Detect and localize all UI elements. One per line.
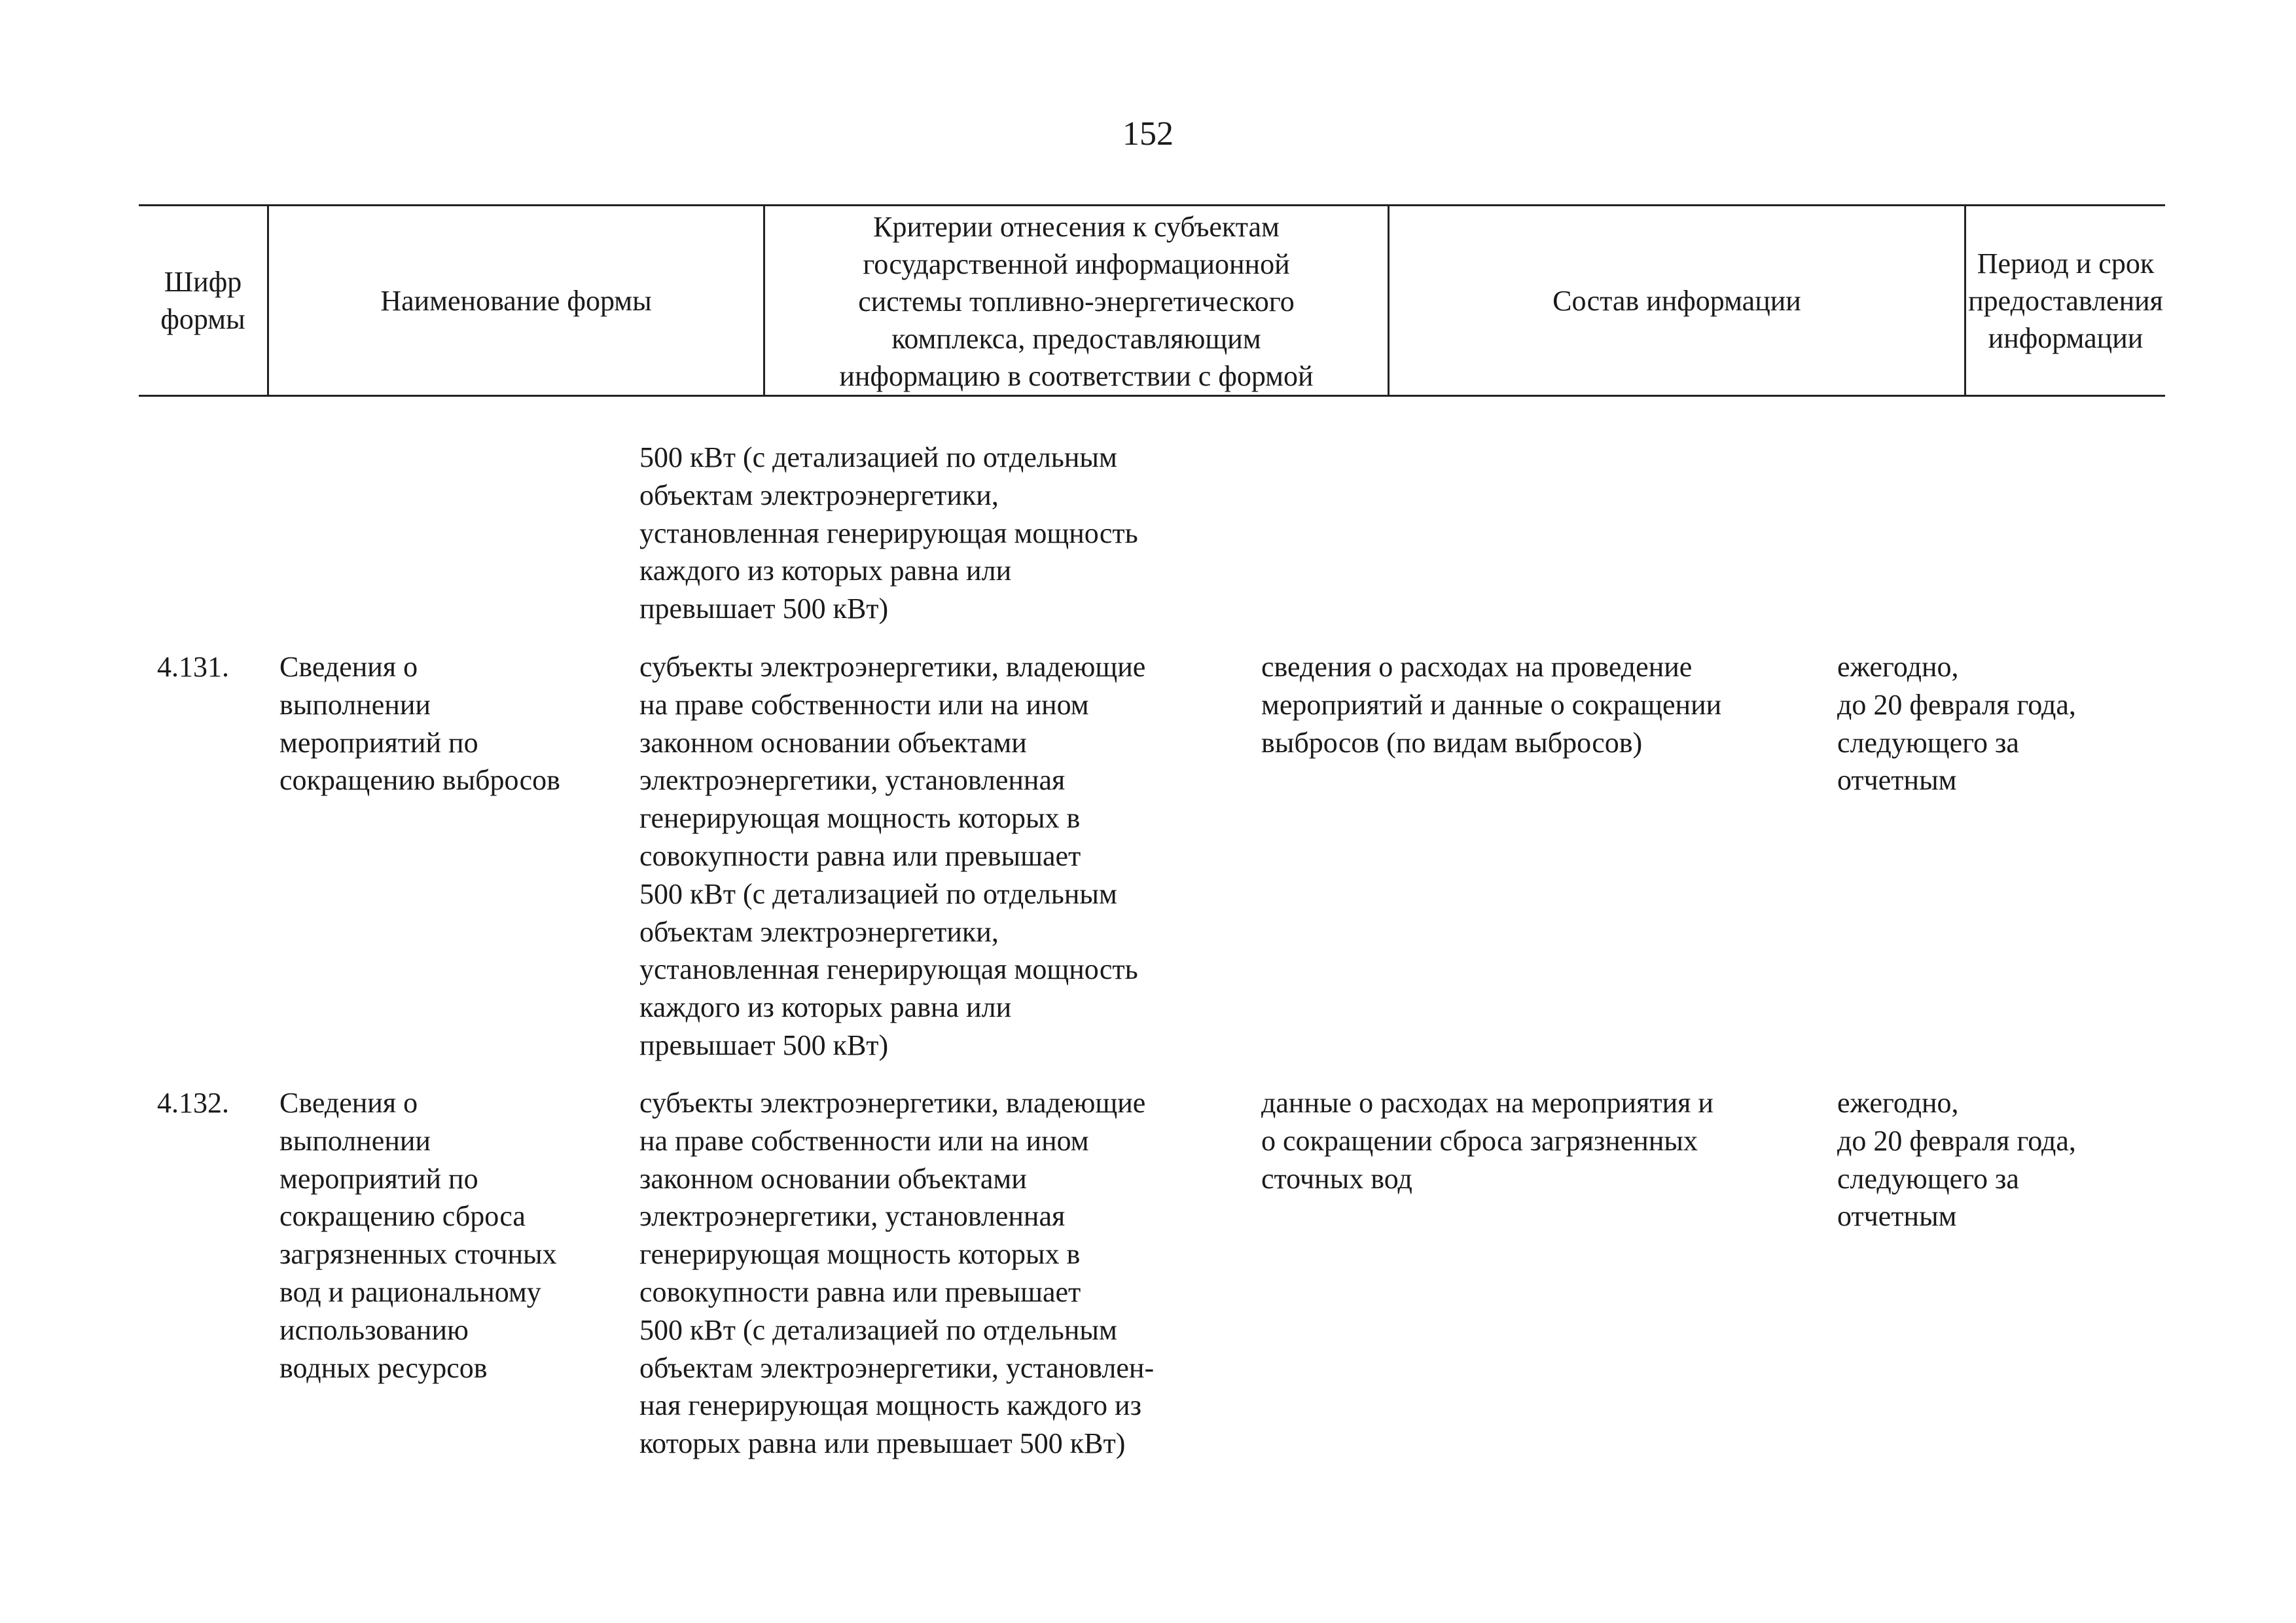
- header-code: Шифр формы: [160, 266, 245, 335]
- criteria-cell: субъекты электроэнергетики, владеющие на праве собственности или на ином законном основании объектами электроэнергетики, установленная генерирующая мощность которых в совокупности равна или превышает 500 кВт (с детализацией по отдельным объектам электроэнергетики, установлен- ная генерирующая мощность каждого из которых равна или превышает 500 кВт): [639, 1087, 1155, 1460]
- forms-table: [139, 204, 2165, 1460]
- header-name: Наименование формы: [380, 284, 652, 317]
- info-cell: сведения о расходах на проведение мероприятий и данные о сокращении выбросов (по видам выбросов): [1261, 651, 1722, 759]
- header-period: Период и срок предоставления информации: [1968, 247, 2163, 354]
- period-cell: ежегодно, до 20 февраля года, следующего за отчетным: [1837, 651, 2076, 797]
- form-code-cell: 4.132.: [157, 1087, 229, 1119]
- period-cell: ежегодно, до 20 февраля года, следующего за отчетным: [1837, 1087, 2076, 1233]
- info-cell: данные о расходах на мероприятия и о сокращении сброса загрязненных сточных вод: [1261, 1087, 1713, 1195]
- form-code-cell: 4.131.: [157, 651, 229, 683]
- form-name-cell: Сведения о выполнении мероприятий по сокращению выбросов: [279, 651, 560, 797]
- table-header: [139, 204, 2165, 397]
- criteria-cell: 500 кВт (с детализацией по отдельным объектам электроэнергетики, установленная генерирующая мощность каждого из которых равна или превышает 500 кВт): [639, 441, 1138, 625]
- header-criteria: Критерии отнесения к субъектам государственной информационной системы топливно-энергетического комплекса, предоставляющим информацию в соответствии с формой: [839, 211, 1314, 392]
- criteria-cell: субъекты электроэнергетики, владеющие на праве собственности или на ином законном основании объектами электроэнергетики, установленная генерирующая мощность которых в совокупности равна или превышает 500 кВт (с детализацией по отдельным объектам электроэнергетики, установленная генерирующая мощность каждого из которых равна или превышает 500 кВт): [639, 651, 1146, 1061]
- form-name-cell: Сведения о выполнении мероприятий по сокращению сброса загрязненных сточных вод и рациональному использованию водных ресурсов: [279, 1087, 557, 1384]
- header-info: Состав информации: [1552, 284, 1801, 317]
- page-number: 152: [1122, 115, 1174, 153]
